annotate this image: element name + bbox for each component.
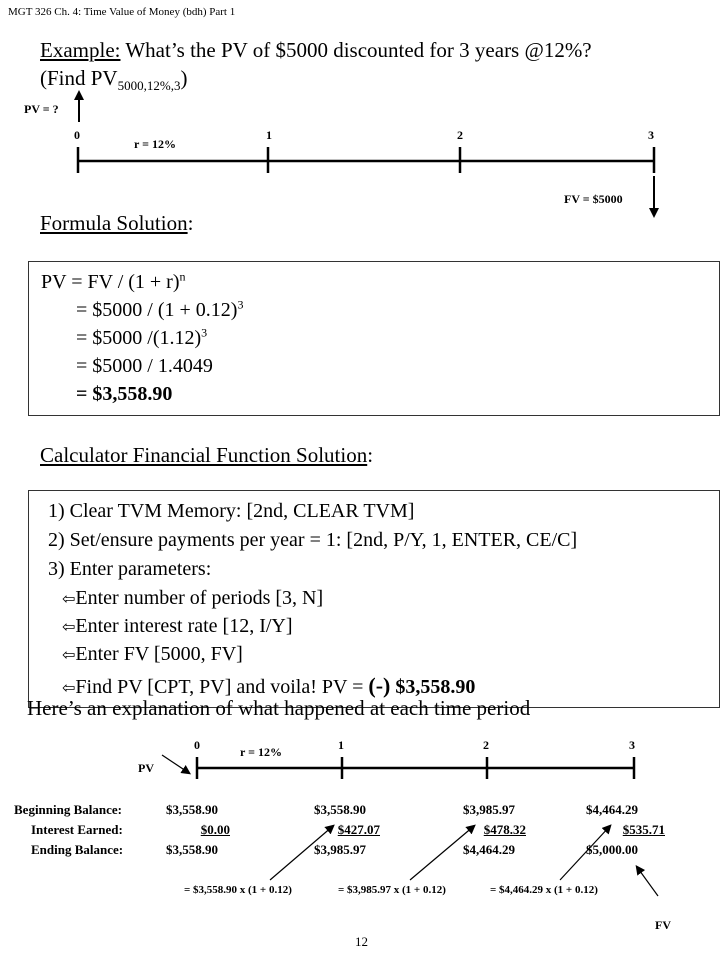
- example-question: What’s the PV of $5000 discounted for 3 years @12%?: [120, 38, 592, 62]
- fv-down-arrow-icon: [649, 176, 659, 218]
- find-suffix: ): [180, 66, 188, 90]
- pv-pointer-arrow-icon: [162, 755, 189, 773]
- slide-header: MGT 326 Ch. 4: Time Value of Money (bdh) Part 1: [8, 6, 236, 18]
- col0-beginning: $3,558.90: [166, 802, 218, 817]
- col2-ending: $4,464.29: [463, 842, 515, 857]
- col3-interest: $535.71: [622, 822, 665, 837]
- formula-period-3: = $4,464.29 x (1 + 0.12): [490, 884, 598, 896]
- bottom-fv-label: FV: [655, 918, 671, 932]
- calc-step-3: 3) Enter parameters:: [48, 558, 212, 580]
- formula-line-3-exp: 3: [201, 325, 208, 340]
- calculator-heading-colon: :: [367, 443, 374, 467]
- top-tick-3: 3: [648, 128, 654, 142]
- arrow-bullet-icon: ⇦: [62, 589, 76, 608]
- formula-result: = $3,558.90: [76, 383, 173, 405]
- fv-label: FV = $5000: [564, 192, 623, 206]
- formula-arrow-1-icon: [270, 826, 333, 880]
- formula-line-1-text: PV = FV / (1 + r): [41, 271, 180, 293]
- arrow-bullet-icon: ⇦: [62, 678, 76, 697]
- top-tick-0: 0: [74, 128, 80, 142]
- bottom-timeline: [197, 757, 634, 779]
- formula-line-1-exp: n: [179, 269, 186, 284]
- calc-step-2: 2) Set/ensure payments per year = 1: [2nd, P/Y, 1, ENTER, CE/C]: [48, 529, 578, 551]
- fv-pointer-arrow-icon: [637, 867, 658, 896]
- pv-unknown-label: PV = ?: [24, 102, 59, 116]
- formula-heading-colon: :: [187, 211, 194, 235]
- col1-beginning: $3,558.90: [314, 802, 366, 817]
- calc-substep-1-text: Enter number of periods [3, N]: [75, 587, 324, 609]
- explanation-heading: Here’s an explanation of what happened at each time period: [27, 696, 531, 720]
- pv-result-sign: (-): [368, 673, 391, 698]
- calc-substep-3-text: Enter FV [5000, FV]: [75, 643, 243, 665]
- col0-interest: $0.00: [200, 822, 230, 837]
- row-label-beginning: Beginning Balance:: [14, 802, 122, 817]
- formula-period-1: = $3,558.90 x (1 + 0.12): [184, 884, 292, 896]
- find-prefix: (Find PV: [40, 66, 118, 90]
- top-tick-1: 1: [266, 128, 272, 142]
- formula-arrow-3-icon: [560, 826, 610, 880]
- bottom-rate-label: r = 12%: [240, 745, 282, 759]
- top-timeline: [78, 147, 654, 173]
- arrow-bullet-icon: ⇦: [62, 617, 76, 636]
- col0-ending: $3,558.90: [166, 842, 218, 857]
- example-label: Example:: [40, 38, 121, 62]
- calculator-heading-text: Calculator Financial Function Solution: [40, 443, 368, 467]
- page-number: 12: [355, 934, 368, 949]
- col1-ending: $3,985.97: [314, 842, 366, 857]
- col3-ending: $5,000.00: [586, 842, 638, 857]
- bottom-tick-3: 3: [629, 738, 635, 752]
- col3-beginning: $4,464.29: [586, 802, 638, 817]
- formula-line-2-text: = $5000 / (1 + 0.12): [76, 299, 238, 321]
- top-tick-2: 2: [457, 128, 463, 142]
- top-rate-label: r = 12%: [134, 137, 176, 151]
- col2-interest: $478.32: [483, 822, 526, 837]
- formula-period-2: = $3,985.97 x (1 + 0.12): [338, 884, 446, 896]
- col2-beginning: $3,985.97: [463, 802, 515, 817]
- row-label-interest: Interest Earned:: [31, 822, 123, 837]
- find-subscript: 5000,12%,3: [117, 78, 181, 94]
- formula-arrow-2-icon: [410, 826, 474, 880]
- bottom-tick-1: 1: [338, 738, 344, 752]
- formula-line-2-exp: 3: [237, 297, 244, 312]
- formula-line-3-text: = $5000 /(1.12): [76, 327, 202, 349]
- calc-step-1: 1) Clear TVM Memory: [2nd, CLEAR TVM]: [48, 500, 415, 522]
- formula-heading-text: Formula Solution: [40, 211, 188, 235]
- arrow-bullet-icon: ⇦: [62, 645, 76, 664]
- calc-substep-2-text: Enter interest rate [12, I/Y]: [75, 615, 293, 637]
- bottom-pv-label: PV: [138, 761, 154, 775]
- bottom-tick-0: 0: [194, 738, 200, 752]
- calc-substep-4-text: Find PV [CPT, PV] and voila! PV =: [75, 676, 369, 698]
- col1-interest: $427.07: [337, 822, 380, 837]
- formula-line-4: = $5000 / 1.4049: [76, 355, 213, 377]
- pv-up-arrow-icon: [74, 90, 84, 122]
- row-label-ending: Ending Balance:: [31, 842, 124, 857]
- pv-result-value: $3,558.90: [390, 676, 476, 698]
- bottom-tick-2: 2: [483, 738, 489, 752]
